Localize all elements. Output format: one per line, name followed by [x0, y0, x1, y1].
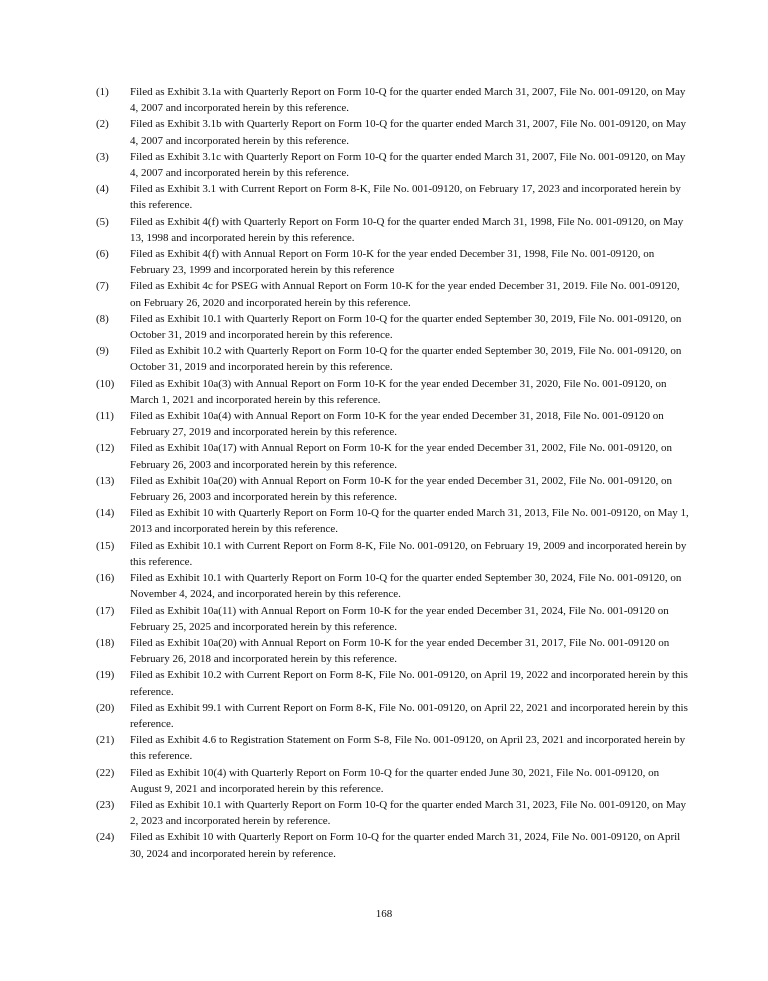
footnote-number: (16) [96, 572, 115, 585]
footnote-item [96, 278, 691, 310]
footnote-text: Filed as Exhibit 4c for PSEG with Annual Report on Form 10-K for the year ended December 31, 2019. File No. 001-09120, on February 26, 2020 and incorporated herein by this reference. [130, 280, 680, 309]
footnote-number: (15) [96, 539, 115, 552]
footnote-item [96, 765, 691, 797]
footnote-text: Filed as Exhibit 4(f) with Annual Report on Form 10-K for the year ended December 31, 1998, File No. 001-09120, on February 23, 1999 and incorporated herein by this reference [130, 248, 655, 277]
footnote-item [96, 797, 691, 829]
footnote-text: Filed as Exhibit 4.6 to Registration Statement on Form S-8, File No. 001-09120, on April 23, 2021 and incorporated herein by this reference. [130, 734, 686, 763]
footnote-item [96, 570, 691, 602]
footnote-item [96, 181, 691, 213]
footnote-item [96, 214, 691, 246]
footnote-number: (2) [96, 118, 109, 131]
footnote-item [96, 732, 691, 764]
footnote-text: Filed as Exhibit 3.1 with Current Report on Form 8-K, File No. 001-09120, on February 17, 2023 and incorporated herein by this reference. [130, 183, 681, 212]
footnote-number: (24) [96, 831, 115, 844]
footnote-number: (23) [96, 798, 115, 811]
footnote-text: Filed as Exhibit 10a(4) with Annual Report on Form 10-K for the year ended December 31, 2018, File No. 001-09120 on February 27, 2019 and incorporated herein by this reference. [130, 410, 664, 439]
footnote-text: Filed as Exhibit 10(4) with Quarterly Report on Form 10-Q for the quarter ended June 30, 2021, File No. 001-09120, on August 9, 2021 and incorporated herein by this reference. [130, 766, 660, 795]
footnote-item [96, 376, 691, 408]
footnote-number: (14) [96, 507, 115, 520]
footnote-number: (13) [96, 474, 115, 487]
footnote-list [96, 84, 691, 862]
footnote-text: Filed as Exhibit 10.1 with Current Report on Form 8-K, File No. 001-09120, on February 19, 2009 and incorporated herein by this reference. [130, 539, 687, 568]
footnote-number: (12) [96, 442, 115, 455]
footnote-number: (21) [96, 734, 115, 747]
footnote-item [96, 116, 691, 148]
footnote-text: Filed as Exhibit 3.1c with Quarterly Report on Form 10-Q for the quarter ended March 31, 2007, File No. 001-09120, on May 4, 2007 and incorporated herein by this reference. [130, 150, 686, 180]
footnote-item [96, 538, 691, 570]
footnote-number: (8) [96, 312, 109, 325]
footnote-item [96, 343, 691, 375]
footnote-text: Filed as Exhibit 4(f) with Quarterly Report on Form 10-Q for the quarter ended March 31, 1998, File No. 001-09120, on May 13, 1998 and incorporated herein by this reference. [130, 215, 684, 244]
footnote-number: (3) [96, 150, 109, 163]
footnote-text: Filed as Exhibit 10.1 with Quarterly Report on Form 10-Q for the quarter ended March 31, 2023, File No. 001-09120, on May 2, 2023 and incorporated herein by reference. [130, 798, 687, 828]
footnote-item [96, 246, 691, 278]
footnote-number: (1) [96, 86, 109, 98]
footnote-text: Filed as Exhibit 10a(20) with Annual Report on Form 10-K for the year ended December 31, 2002, File No. 001-09120, on February 26, 2003 and incorporated herein by this reference. [130, 474, 672, 504]
footnote-item [96, 635, 691, 667]
footnote-text: Filed as Exhibit 10.2 with Quarterly Report on Form 10-Q for the quarter ended September 30, 2019, File No. 001-09120, on October 31, 2019 and incorporated herein by this reference. [130, 345, 682, 374]
footnote-text: Filed as Exhibit 10.1 with Quarterly Report on Form 10-Q for the quarter ended September 30, 2024, File No. 001-09120, on November 4, 2024, and incorporated herein by this reference. [130, 572, 682, 601]
footnote-item [96, 700, 691, 732]
footnote-item [96, 311, 691, 343]
footnote-number: (9) [96, 345, 109, 358]
footnote-item [96, 149, 691, 181]
footnote-number: (5) [96, 215, 109, 228]
footnote-text: Filed as Exhibit 3.1b with Quarterly Report on Form 10-Q for the quarter ended March 31, 2007, File No. 001-09120, on May 4, 2007 and incorporated herein by this reference. [130, 118, 687, 147]
footnote-item [96, 603, 691, 635]
page-number: 168 [375, 908, 393, 920]
footnote-text: Filed as Exhibit 10a(20) with Annual Report on Form 10-K for the year ended December 31, 2017, File No. 001-09120 on February 26, 2018 and incorporated herein by this reference. [130, 636, 670, 666]
footnote-item [96, 408, 691, 440]
footnote-number: (10) [96, 377, 115, 390]
footnote-number: (6) [96, 248, 109, 261]
footnote-item [96, 440, 691, 472]
footnote-item [96, 473, 691, 505]
footnote-number: (4) [96, 183, 109, 196]
footnote-number: (18) [96, 636, 115, 649]
footnote-item [96, 505, 691, 537]
footnote-text: Filed as Exhibit 10.1 with Quarterly Report on Form 10-Q for the quarter ended September 30, 2019, File No. 001-09120, on October 31, 2019 and incorporated herein by this reference. [130, 312, 682, 342]
footnote-number: (22) [96, 766, 115, 779]
footnote-text: Filed as Exhibit 99.1 with Current Report on Form 8-K, File No. 001-09120, on April 22, 2021 and incorporated herein by this reference. [130, 701, 688, 730]
footnote-text: Filed as Exhibit 10.2 with Current Report on Form 8-K, File No. 001-09120, on April 19, 2022 and incorporated herein by this reference. [130, 669, 688, 698]
footnote-text: Filed as Exhibit 10 with Quarterly Report on Form 10-Q for the quarter ended March 31, 2013, File No. 001-09120, on May 1, 2013 and incorporated herein by this reference. [130, 507, 689, 536]
footnote-text: Filed as Exhibit 10a(17) with Annual Report on Form 10-K for the year ended December 31, 2002, File No. 001-09120, on February 26, 2003 and incorporated herein by this reference. [130, 442, 672, 471]
footnote-number: (17) [96, 604, 115, 617]
footnote-text: Filed as Exhibit 10a(3) with Annual Report on Form 10-K for the year ended December 31, 2020, File No. 001-09120, on March 1, 2021 and incorporated herein by this reference. [130, 377, 667, 406]
footnote-number: (11) [96, 410, 114, 423]
footnote-item [96, 84, 691, 116]
footnote-item [96, 829, 691, 861]
footnote-text: Filed as Exhibit 10a(11) with Annual Report on Form 10-K for the year ended December 31, 2024, File No. 001-09120 on February 25, 2025 and incorporated herein by this reference. [130, 604, 669, 633]
footnote-number: (7) [96, 280, 109, 293]
footnote-number: (19) [96, 669, 115, 682]
footnote-number: (20) [96, 701, 115, 714]
footnote-text: Filed as Exhibit 3.1a with Quarterly Report on Form 10-Q for the quarter ended March 31, 2007, File No. 001-09120, on May 4, 2007 and incorporated herein by this reference. [130, 86, 686, 115]
footnote-text: Filed as Exhibit 10 with Quarterly Report on Form 10-Q for the quarter ended March 31, 2024, File No. 001-09120, on April 30, 2024 and incorporated herein by reference. [130, 831, 681, 860]
footnote-item [96, 667, 691, 699]
